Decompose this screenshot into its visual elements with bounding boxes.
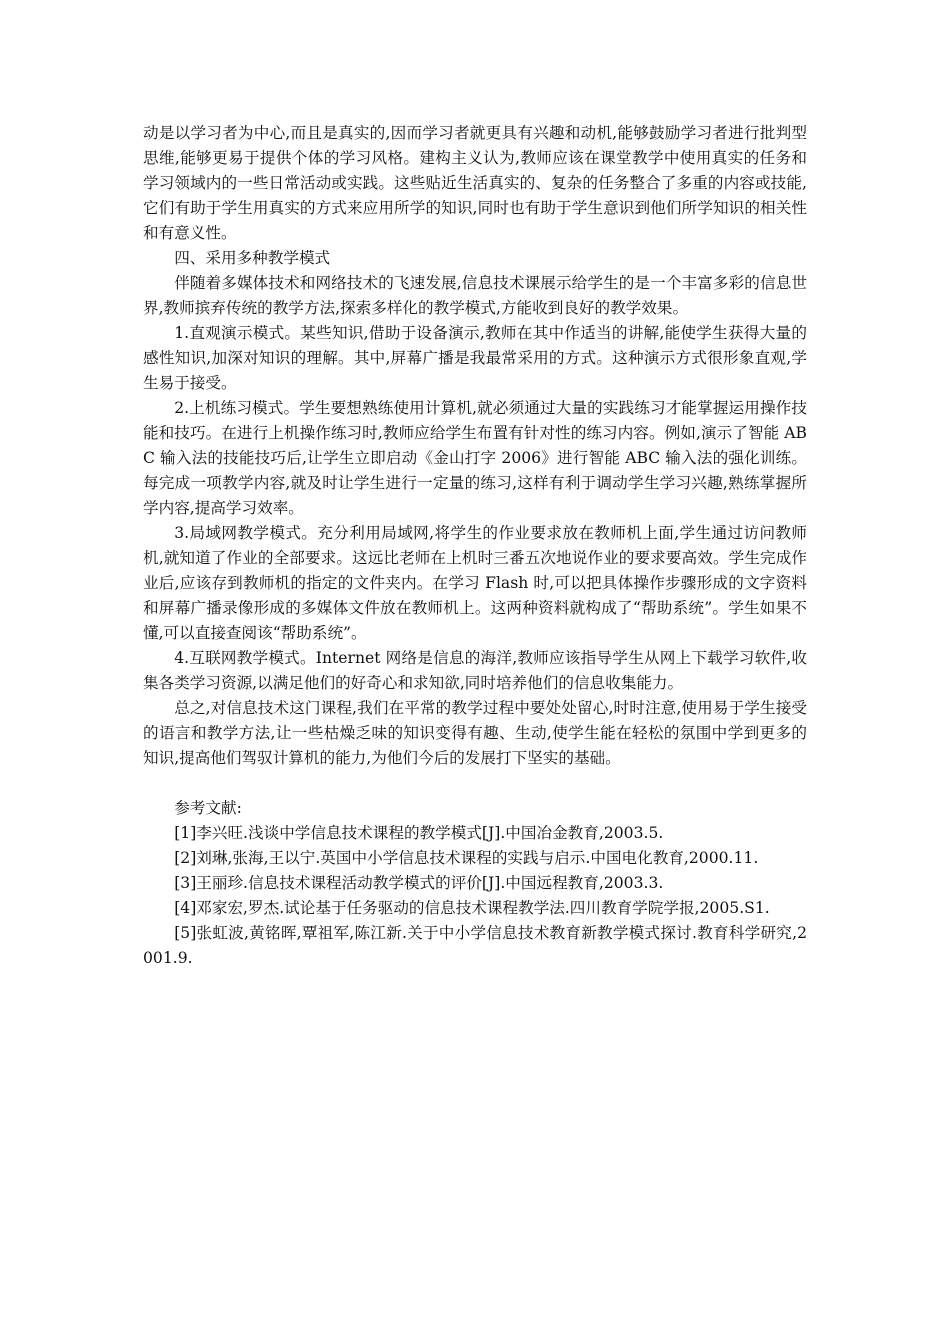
section-heading: 四、采用多种教学模式 — [174, 249, 331, 267]
reference-item: [3]王丽珍.信息技术课程活动教学模式的评价[J].中国远程教育,2003.3. — [174, 874, 664, 892]
paragraph-mode-1: 1.直观演示模式。某些知识,借助于设备演示,教师在其中作适当的讲解,能使学生获得大量的感性知识,加深对知识的理解。其中,屏幕广播是我最常采用的方式。这种演示方式很形象直观,学生易于接受。 — [143, 324, 807, 392]
references-heading: 参考文献: — [174, 799, 242, 817]
reference-item: [5]张虹波,黄铭晖,覃祖军,陈江新.关于中小学信息技术教育新教学模式探讨.教育科学研究,2001.9. — [143, 924, 807, 967]
article-body — [143, 121, 807, 971]
paragraph-mode-3: 3.局域网教学模式。充分利用局域网,将学生的作业要求放在教师机上面,学生通过访问教师机,就知道了作业的全部要求。这远比老师在上机时三番五次地说作业的要求要高效。学生完成作业后,应该存到教师机的指定的文件夹内。在学习 Flash 时,可以把具体操作步骤形成的文字资料和屏幕广播录像形成的多媒体文件放在教师机上。这两种资料就构成了“帮助系统”。学生如果不懂,可以直接查阅该“帮助系统”。 — [143, 524, 807, 642]
paragraph-mode-2: 2.上机练习模式。学生要想熟练使用计算机,就必须通过大量的实践练习才能掌握运用操作技能和技巧。在进行上机操作练习时,教师应给学生布置有针对性的练习内容。例如,演示了智能 ABC 输入法的技能技巧后,让学生立即启动《金山打字 2006》进行智能 ABC 输入法的强化训练。每完成一项教学内容,就及时让学生进行一定量的练习,这样有利于调动学生学习兴趣,熟练掌握所学内容,提高学习效率。 — [143, 399, 807, 517]
reference-item: [1]李兴旺.浅谈中学信息技术课程的教学模式[J].中国冶金教育,2003.5. — [174, 824, 664, 842]
spacer — [143, 771, 807, 796]
paragraph-conclusion: 总之,对信息技术这门课程,我们在平常的教学过程中要处处留心,时时注意,使用易于学生接受的语言和教学方法,让一些枯燥乏味的知识变得有趣、生动,使学生能在轻松的氛围中学到更多的知识,提高他们驾驭计算机的能力,为他们今后的发展打下坚实的基础。 — [143, 699, 807, 767]
paragraph-intro: 伴随着多媒体技术和网络技术的飞速发展,信息技术课展示给学生的是一个丰富多彩的信息世界,教师摈弃传统的教学方法,探索多样化的教学模式,方能收到良好的教学效果。 — [143, 274, 807, 317]
reference-item: [2]刘琳,张海,王以宁.英国中小学信息技术课程的实践与启示.中国电化教育,2000.11. — [174, 849, 759, 867]
paragraph-continuation: 动是以学习者为中心,而且是真实的,因而学习者就更具有兴趣和动机,能够鼓励学习者进行批判型思维,能够更易于提供个体的学习风格。建构主义认为,教师应该在课堂教学中使用真实的任务和学习领域内的一些日常活动或实践。这些贴近生活真实的、复杂的任务整合了多重的内容或技能,它们有助于学生用真实的方式来应用所学的知识,同时也有助于学生意识到他们所学知识的相关性和有意义性。 — [143, 124, 807, 242]
paragraph-mode-4: 4.互联网教学模式。Internet 网络是信息的海洋,教师应该指导学生从网上下载学习软件,收集各类学习资源,以满足他们的好奇心和求知欲,同时培养他们的信息收集能力。 — [143, 649, 807, 692]
reference-item: [4]邓家宏,罗杰.试论基于任务驱动的信息技术课程教学法.四川教育学院学报,2005.S1. — [174, 899, 770, 917]
references-section — [143, 796, 807, 971]
